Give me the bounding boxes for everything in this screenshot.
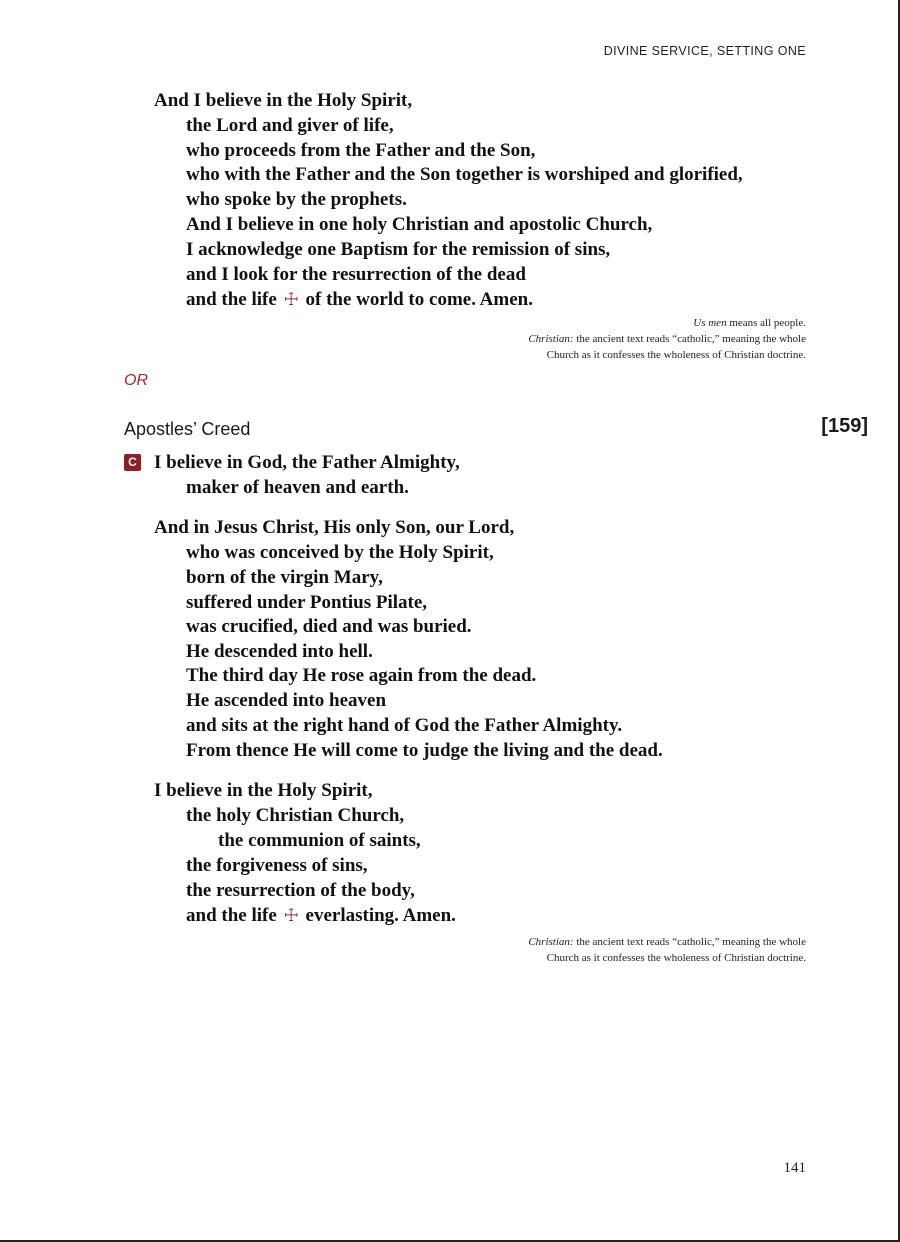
footnote-christian-cont: Church as it confesses the wholeness of Christian doctrine. [546,952,806,964]
creed-line: the holy Christian Church, [186,805,405,826]
creed-line: I believe in the Holy Spirit, [154,780,373,801]
footnote-term: Us men [693,317,727,329]
creed-line: He descended into hell. [186,641,373,662]
creed-line: And I believe in the Holy Spirit, [154,90,413,111]
creed-line: maker of heaven and earth. [186,477,409,498]
running-head: DIVINE SERVICE, SETTING ONE [603,44,806,58]
footnote-text: means all people. [726,317,806,329]
footnote-term: Christian: [528,333,574,345]
creed-line: the Lord and giver of life, [186,115,394,136]
creed-line: was crucified, died and was buried. [186,616,472,637]
cross-icon: ☩ [283,290,299,309]
creed-text: of the world to come. Amen. [305,289,533,310]
section-title: Apostles’ Creed [124,419,251,439]
creed-line: who was conceived by the Holy Spirit, [186,542,494,563]
hymn-number: [159] [821,415,868,437]
footnote-us-men [693,315,806,331]
creed-line: the forgiveness of sins, [186,855,368,876]
creed-text: everlasting. Amen. [305,905,456,926]
creed-line: the resurrection of the body, [186,880,415,901]
or-label: OR [124,372,148,389]
footnote-text: the ancient text reads “catholic,” meaning the whole [573,333,806,345]
creed-line: and I look for the resurrection of the dead [186,264,526,285]
creed-line: The third day He rose again from the dead. [186,665,537,686]
creed-line: and sits at the right hand of God the Father Almighty. [186,715,623,736]
creed-line: born of the virgin Mary, [186,567,383,588]
creed-line: the communion of saints, [218,830,421,851]
creed-line: I believe in God, the Father Almighty, [154,452,460,473]
creed-line: who with the Father and the Son together is worshiped and glorified, [186,164,743,185]
footnote-christian [528,331,806,347]
congregation-badge-icon: C [124,454,141,471]
cross-icon: ☩ [283,906,299,925]
creed-line-with-cross [186,289,533,311]
footnote-text: the ancient text reads “catholic,” meaning the whole [573,936,806,948]
creed-line: And I believe in one holy Christian and apostolic Church, [186,214,653,235]
creed-line: who proceeds from the Father and the Son, [186,140,536,161]
creed-line: And in Jesus Christ, His only Son, our Lord, [154,517,515,538]
creed-text: and the life [186,905,277,926]
creed-line: suffered under Pontius Pilate, [186,592,428,613]
creed-line: From thence He will come to judge the living and the dead. [186,740,663,761]
creed-text: and the life [186,289,277,310]
creed-line: He ascended into heaven [186,690,387,711]
page-number: 141 [783,1160,806,1176]
creed-line: who spoke by the prophets. [186,189,407,210]
creed-line: I acknowledge one Baptism for the remission of sins, [186,239,611,260]
footnote-term: Christian: [528,936,574,948]
creed-line-with-cross [186,905,456,927]
footnote-christian [528,934,806,950]
footnote-christian-cont: Church as it confesses the wholeness of Christian doctrine. [546,349,806,361]
